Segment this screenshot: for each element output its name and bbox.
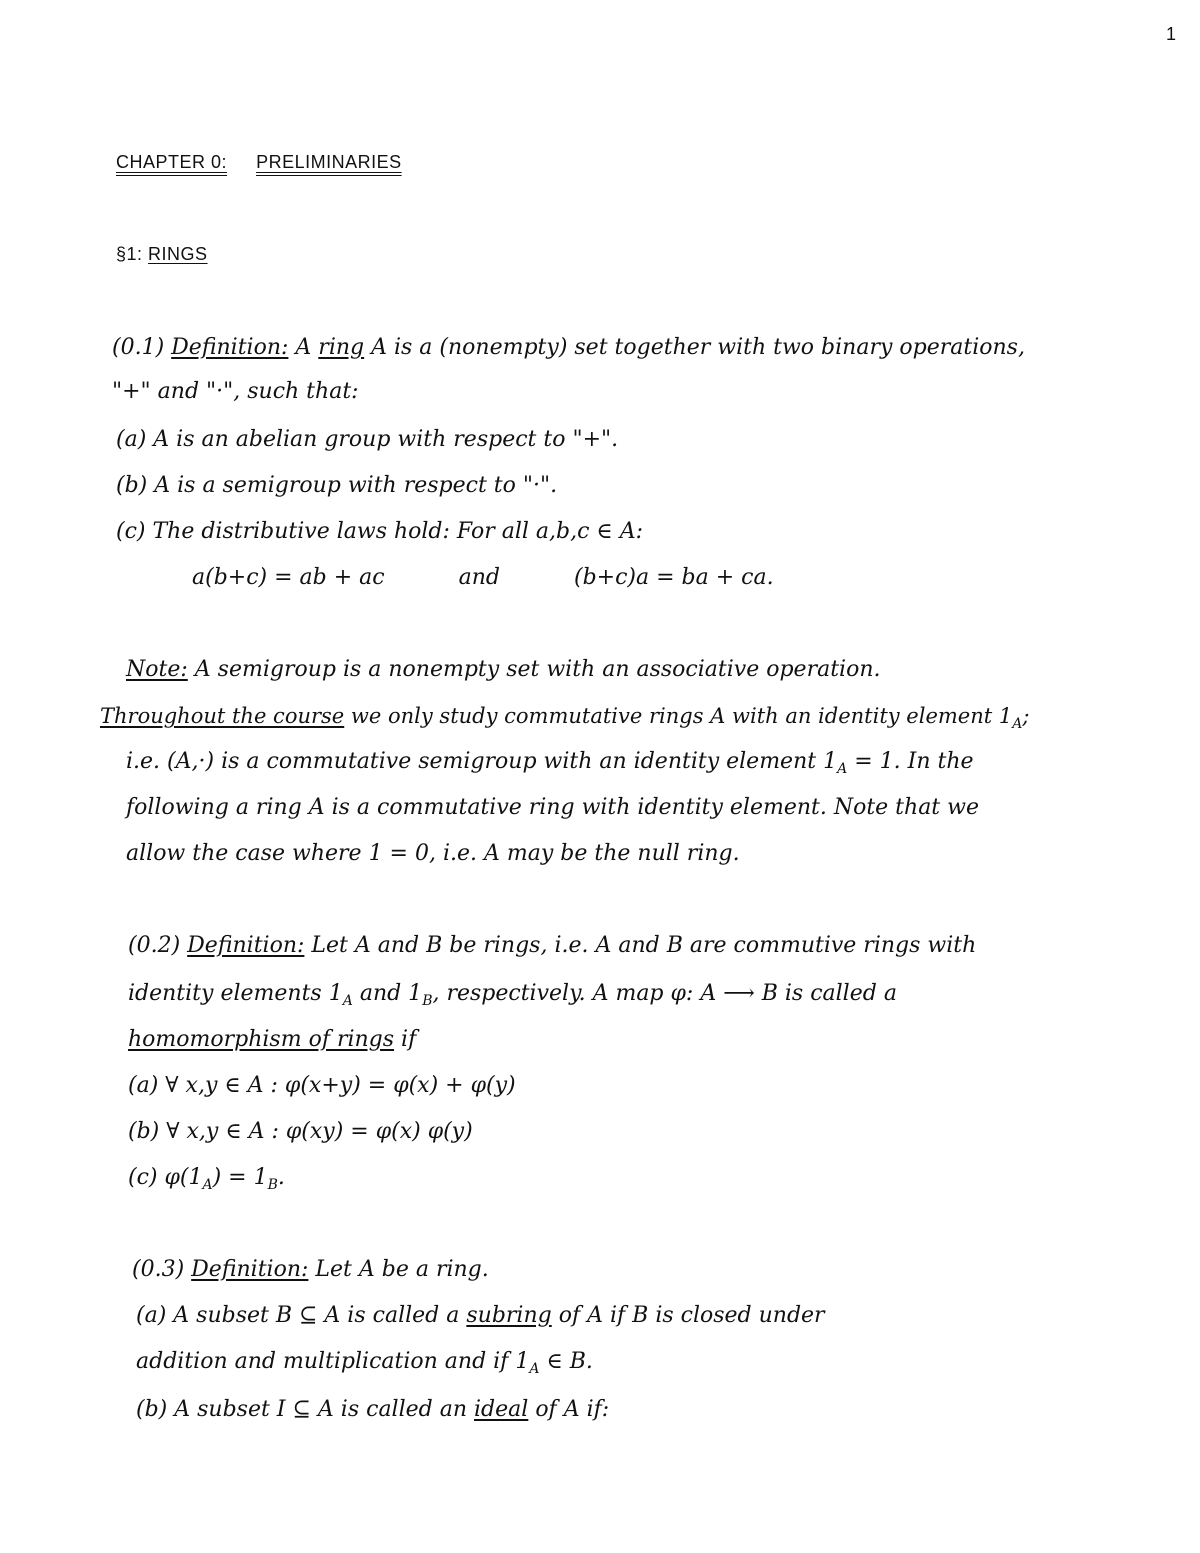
note-throughout: Throughout the course: [100, 704, 345, 728]
note-line-4: following a ring A is a commutative ring with identity element. Note that we: [126, 795, 979, 820]
def-0-3-item-a-rest: of A if B is closed under: [558, 1303, 825, 1328]
note-line-2-end: ;: [1022, 704, 1030, 728]
note-line-3: [126, 748, 974, 783]
def-0-2-line-3: [128, 1026, 416, 1054]
note-line-3-text: i.e. (A,·) is a commutative semigroup with an identity element 1: [126, 749, 838, 774]
def-0-1-item-a: (a) A is an abelian group with respect to "+".: [116, 427, 619, 452]
note-line-1: [126, 656, 881, 684]
def-0-1-term: ring: [318, 335, 365, 360]
note-line-3-sub: A: [837, 761, 848, 777]
note-line-5: allow the case where 1 = 0, i.e. A may be the null ring.: [126, 841, 740, 866]
def-0-1-item-b: (b) A is a semigroup with respect to "·".: [116, 473, 558, 498]
def-0-3-item-b-rest: of A if:: [535, 1397, 610, 1422]
chapter-label: CHAPTER 0:: [116, 152, 228, 172]
note-line-2: [100, 702, 1029, 738]
def-0-3-ideal-term: ideal: [474, 1397, 529, 1422]
section-heading: [116, 240, 208, 268]
def-0-1-text-b: A is a (nonempty) set together with two binary operations,: [371, 335, 1025, 360]
def-0-3-item-a-cont-text: addition and multiplication and if 1: [136, 1349, 530, 1374]
def-0-3-item-b-text: (b) A subset I ⊆ A is called an: [136, 1397, 468, 1422]
formula-and: and: [458, 565, 500, 590]
def-0-1-item-c: (c) The distributive laws hold: For all a,b,c ∈ A:: [116, 519, 643, 544]
note-text: A semigroup is a nonempty set with an associative operation.: [194, 657, 881, 682]
def-0-2-text: Let A and B be rings, i.e. A and B are commutive rings with: [311, 933, 977, 958]
def-0-3-item-a: [136, 1302, 825, 1330]
note-line-2-sub: A: [1012, 716, 1023, 732]
def-0-2-item-c-a: (c) φ(1: [128, 1165, 203, 1190]
def-0-3-item-a-cont-sub: A: [529, 1361, 540, 1377]
def-0-3-item-a-text: (a) A subset B ⊆ A is called a: [136, 1303, 460, 1328]
chapter-heading: [116, 148, 402, 176]
section-label: §1:: [116, 244, 143, 264]
def-0-3-line-1: [132, 1256, 489, 1284]
def-0-2-item-c-sub-b: B: [267, 1177, 278, 1193]
note-line-2-text: we only study commutative rings A with an identity element 1: [350, 704, 1013, 728]
page-number: 1: [1166, 24, 1177, 44]
def-0-2-sub-b: B: [422, 993, 433, 1009]
distributive-formulas: [192, 564, 774, 592]
def-0-1-number: (0.1): [112, 335, 165, 360]
def-0-2-number: (0.2): [128, 933, 181, 958]
def-0-2-item-c-sub-a: A: [202, 1177, 213, 1193]
def-0-1-text-a: A: [295, 335, 312, 360]
section-title: RINGS: [148, 244, 208, 264]
def-0-2-item-c: [128, 1164, 285, 1199]
def-0-2-term: homomorphism of rings: [128, 1027, 395, 1052]
note-line-3-end: = 1. In the: [847, 749, 974, 774]
def-0-1-line-2: "+" and "·", such that:: [112, 379, 359, 404]
chapter-title: PRELIMINARIES: [256, 152, 402, 172]
def-0-3-item-b: [136, 1396, 609, 1424]
def-0-2-item-b: (b) ∀ x,y ∈ A : φ(xy) = φ(x) φ(y): [128, 1119, 473, 1144]
def-0-2-line-2-b: and 1: [352, 981, 423, 1006]
def-0-1-line-1: [112, 334, 1025, 362]
note-keyword: Note:: [126, 657, 188, 682]
def-0-2-item-c-end: .: [277, 1165, 285, 1190]
def-0-2-item-c-b: ) = 1: [212, 1165, 268, 1190]
def-0-2-line-2-a: identity elements 1: [128, 981, 343, 1006]
def-0-2-keyword: Definition:: [187, 933, 305, 958]
def-0-3-subring-term: subring: [466, 1303, 552, 1328]
def-0-2-if: if: [394, 1027, 417, 1052]
def-0-3-number: (0.3): [132, 1257, 185, 1282]
def-0-2-line-2: [128, 980, 897, 1015]
formula-left: a(b+c) = ab + ac: [192, 565, 385, 590]
def-0-1-keyword: Definition:: [171, 335, 289, 360]
def-0-2-line-1: [128, 932, 976, 960]
def-0-2-sub-a: A: [342, 993, 353, 1009]
def-0-3-item-a-cont: [136, 1348, 593, 1383]
def-0-2-line-2-c: , respectively. A map φ: A ⟶ B is called a: [432, 981, 897, 1006]
formula-right: (b+c)a = ba + ca.: [573, 565, 774, 590]
def-0-2-item-a: (a) ∀ x,y ∈ A : φ(x+y) = φ(x) + φ(y): [128, 1073, 516, 1098]
def-0-3-item-a-cont-end: ∈ B.: [539, 1349, 593, 1374]
def-0-3-text: Let A be a ring.: [315, 1257, 489, 1282]
def-0-3-keyword: Definition:: [191, 1257, 309, 1282]
